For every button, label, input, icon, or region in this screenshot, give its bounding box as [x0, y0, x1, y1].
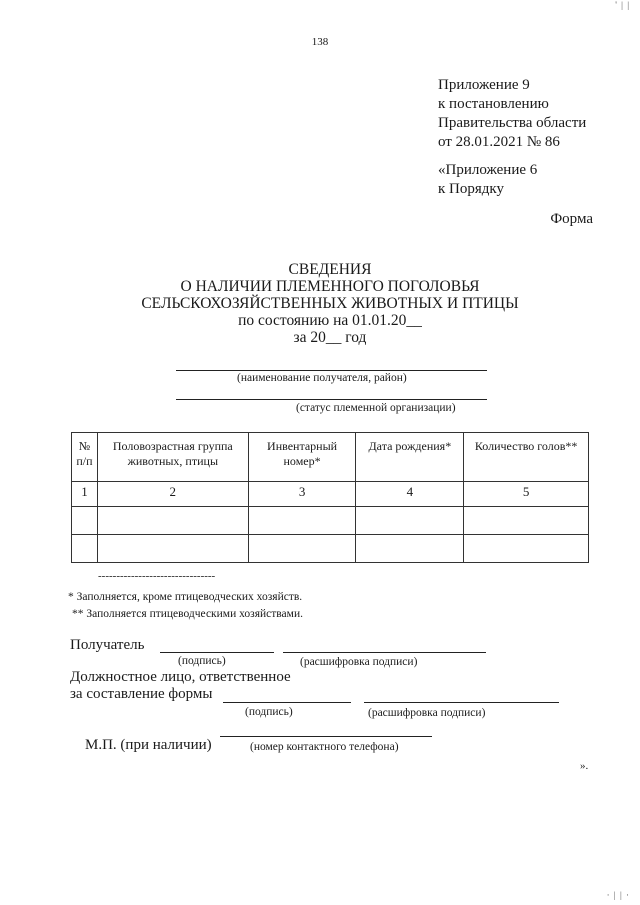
appendix-9-line3: Правительства области	[438, 115, 587, 131]
title-line4: по состоянию на 01.01.20__	[238, 312, 422, 329]
official-label-line1: Должностное лицо, ответственное	[70, 669, 291, 685]
header-inventory-number: Инвентарный номер*	[248, 433, 356, 482]
table-row	[72, 482, 589, 507]
document-title	[0, 261, 640, 346]
column-number-2: 2	[97, 482, 248, 507]
header-age-group: Половозрастная группа животных, птицы	[97, 433, 248, 482]
status-caption: (статус племенной организации)	[296, 402, 456, 414]
recipient-label: Получатель	[70, 637, 145, 653]
phone-caption: (номер контактного телефона)	[250, 741, 399, 753]
column-number-3: 3	[248, 482, 356, 507]
table-cell	[464, 535, 589, 563]
page-number: 138	[311, 36, 329, 48]
stamp-label: М.П. (при наличии)	[85, 737, 212, 753]
appendix-6-block	[438, 161, 537, 199]
table-header-row	[72, 433, 589, 482]
table-cell	[72, 507, 98, 535]
table-row	[72, 507, 589, 535]
status-line	[176, 399, 487, 400]
title-line1: СВЕДЕНИЯ	[288, 261, 372, 278]
official-decoding-caption: (расшифровка подписи)	[368, 707, 486, 719]
form-label: Форма	[550, 211, 593, 227]
appendix-9-block	[438, 76, 586, 152]
appendix-9-line2: к постановлению	[438, 96, 549, 112]
recipient-signature-caption: (подпись)	[178, 655, 226, 667]
official-label-line2: за составление формы	[70, 686, 213, 702]
footnote-1: * Заполняется, кроме птицеводческих хозяйств.	[68, 591, 303, 603]
phone-line	[220, 736, 432, 737]
appendix-9-line1: Приложение 9	[438, 77, 530, 93]
header-birth-date: Дата рождения*	[356, 433, 464, 482]
title-line5: за 20__ год	[293, 329, 367, 346]
recipient-decoding-caption: (расшифровка подписи)	[300, 656, 418, 668]
footnote-separator: --------------------------------	[98, 570, 216, 582]
official-signature-caption: (подпись)	[245, 706, 293, 718]
column-number-1: 1	[72, 482, 98, 507]
table-cell	[72, 535, 98, 563]
table-cell	[248, 535, 356, 563]
column-number-4: 4	[356, 482, 464, 507]
table-cell	[97, 507, 248, 535]
column-number-5: 5	[464, 482, 589, 507]
table-cell	[97, 535, 248, 563]
title-line2: О НАЛИЧИИ ПЛЕМЕННОГО ПОГОЛОВЬЯ	[180, 278, 480, 295]
official-signature-line	[223, 702, 351, 703]
recipient-line	[176, 370, 487, 371]
table-cell	[356, 535, 464, 563]
recipient-decoding-line	[283, 652, 486, 653]
appendix-6-line2: к Порядку	[438, 181, 504, 197]
table-cell	[248, 507, 356, 535]
footnote-2: ** Заполняется птицеводческими хозяйствами.	[72, 608, 303, 620]
recipient-caption: (наименование получателя, район)	[237, 372, 407, 384]
livestock-table	[71, 432, 589, 563]
appendix-6-line1: «Приложение 6	[438, 162, 538, 178]
recipient-signature-line	[160, 652, 274, 653]
title-line3: СЕЛЬСКОХОЗЯЙСТВЕННЫХ ЖИВОТНЫХ И ПТИЦЫ	[141, 295, 519, 312]
footnotes	[68, 589, 303, 623]
official-decoding-line	[364, 702, 559, 703]
table-row	[72, 535, 589, 563]
top-corner-mark: ' | |	[615, 0, 630, 10]
bottom-corner-mark: · | | ·	[606, 890, 630, 900]
appendix-9-line4: от 28.01.2021 № 86	[438, 134, 560, 150]
header-number: № п/п	[72, 433, 98, 482]
closing-mark: ».	[580, 760, 589, 772]
table-cell	[356, 507, 464, 535]
table-cell	[464, 507, 589, 535]
header-head-count: Количество голов**	[464, 433, 589, 482]
